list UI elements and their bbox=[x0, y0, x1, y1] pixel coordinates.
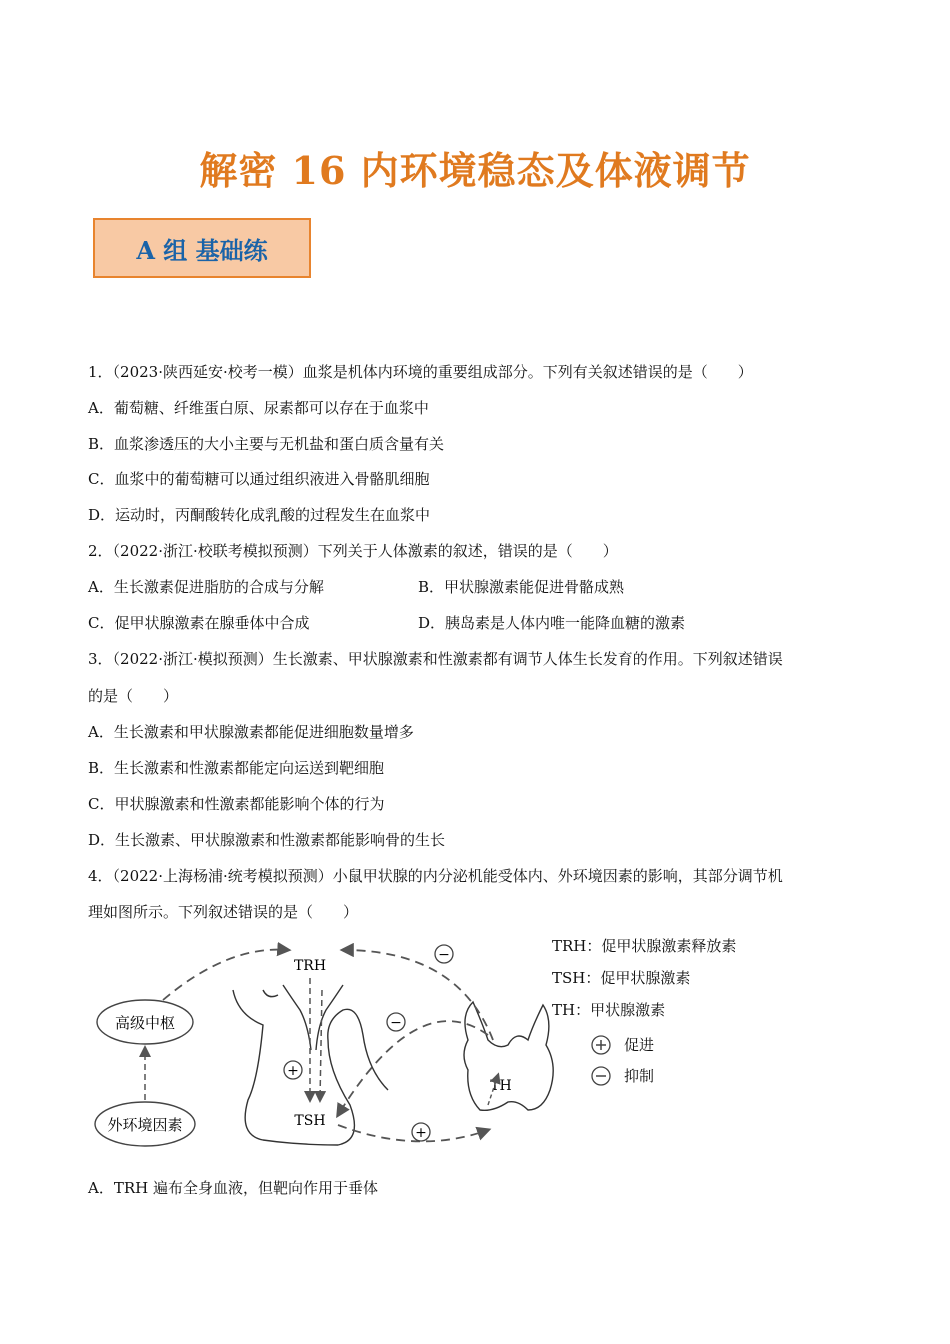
higher-center-label: 高级中枢 bbox=[114, 1014, 176, 1032]
trh-to-tsh-arrow-2 bbox=[320, 990, 322, 1100]
question-2-stem: 2．（2022·浙江·校联考模拟预测）下列关于人体激素的叙述，错误的是（ ） bbox=[88, 542, 618, 560]
question-1-option-a: A．葡萄糖、纤维蛋白原、尿素都可以存在于血浆中 bbox=[88, 399, 429, 417]
question-3-option-d: D．生长激素、甲状腺激素和性激素都能影响骨的生长 bbox=[88, 831, 446, 849]
page-title: 解密 16 内环境稳态及体液调节 bbox=[199, 148, 751, 193]
question-4-stem: 4．（2022·上海杨浦·统考模拟预测）小鼠甲状腺的内分泌机能受体内、外环境因素的影响，其部分调节机 bbox=[88, 867, 783, 885]
legend-trh: TRH：促甲状腺激素释放素 bbox=[552, 937, 737, 955]
tsh-label: TSH bbox=[294, 1113, 326, 1129]
question-2-option-c: C．促甲状腺激素在腺垂体中合成 bbox=[88, 614, 310, 632]
question-3-option-c: C．甲状腺激素和性激素都能影响个体的行为 bbox=[88, 795, 385, 813]
question-2-option-a: A．生长激素促进脂肪的合成与分解 bbox=[88, 578, 324, 596]
group-label: A 组 基础练 bbox=[136, 235, 268, 265]
th-label: TH bbox=[490, 1078, 512, 1094]
question-3-stem-cont: 的是（ ） bbox=[88, 687, 179, 705]
legend-th: TH：甲状腺激素 bbox=[552, 1001, 666, 1019]
question-1-option-c: C．血浆中的葡萄糖可以通过组织液进入骨骼肌细胞 bbox=[88, 470, 430, 488]
question-1-stem: 1．（2023·陕西延安·校考一模）血浆是机体内环境的重要组成部分。下列有关叙述错误的是（ ） bbox=[88, 363, 753, 381]
question-3-option-a: A．生长激素和甲状腺激素都能促进细胞数量增多 bbox=[88, 723, 414, 741]
th-to-tsh-arrow bbox=[338, 1021, 488, 1115]
question-2-option-d: D．胰岛素是人体内唯一能降血糖的激素 bbox=[418, 614, 686, 632]
legend-minus-icon bbox=[590, 1065, 612, 1087]
question-1-option-d: D．运动时，丙酮酸转化成乳酸的过程发生在血浆中 bbox=[88, 506, 431, 524]
legend-inhibit: 抑制 bbox=[624, 1067, 655, 1085]
plus-marker-tsh-text: + bbox=[415, 1125, 427, 1141]
question-2-option-b: B．甲状腺激素能促进骨骼成熟 bbox=[418, 578, 625, 596]
question-1-option-b: B．血浆渗透压的大小主要与无机盐和蛋白质含量有关 bbox=[88, 435, 445, 453]
legend-promote: 促进 bbox=[624, 1036, 655, 1054]
minus-marker-top-text: − bbox=[438, 947, 450, 963]
thyroid-outline bbox=[464, 1002, 553, 1110]
minus-marker-mid-text: − bbox=[390, 1015, 402, 1031]
stalk-outline bbox=[263, 985, 343, 1050]
legend-plus-icon bbox=[590, 1034, 612, 1056]
external-factor-label: 外环境因素 bbox=[107, 1116, 183, 1134]
group-label-box bbox=[93, 218, 311, 278]
center-to-trh-arrow bbox=[163, 950, 288, 1000]
question-4-stem-cont: 理如图所示。下列叙述错误的是（ ） bbox=[88, 903, 359, 921]
plus-marker-pituitary-text: + bbox=[287, 1063, 299, 1079]
question-4-option-a: A．TRH 遍布全身血液，但靶向作用于垂体 bbox=[88, 1179, 378, 1197]
th-to-trh-arrow bbox=[343, 950, 493, 1040]
trh-label: TRH bbox=[293, 958, 327, 974]
question-3-option-b: B．生长激素和性激素都能定向运送到靶细胞 bbox=[88, 759, 385, 777]
thyroid-regulation-diagram bbox=[88, 930, 788, 1170]
question-3-stem: 3．（2022·浙江·模拟预测）生长激素、甲状腺激素和性激素都有调节人体生长发育的作用。下列叙述错误 bbox=[88, 650, 783, 668]
legend-tsh: TSH：促甲状腺激素 bbox=[552, 969, 691, 987]
